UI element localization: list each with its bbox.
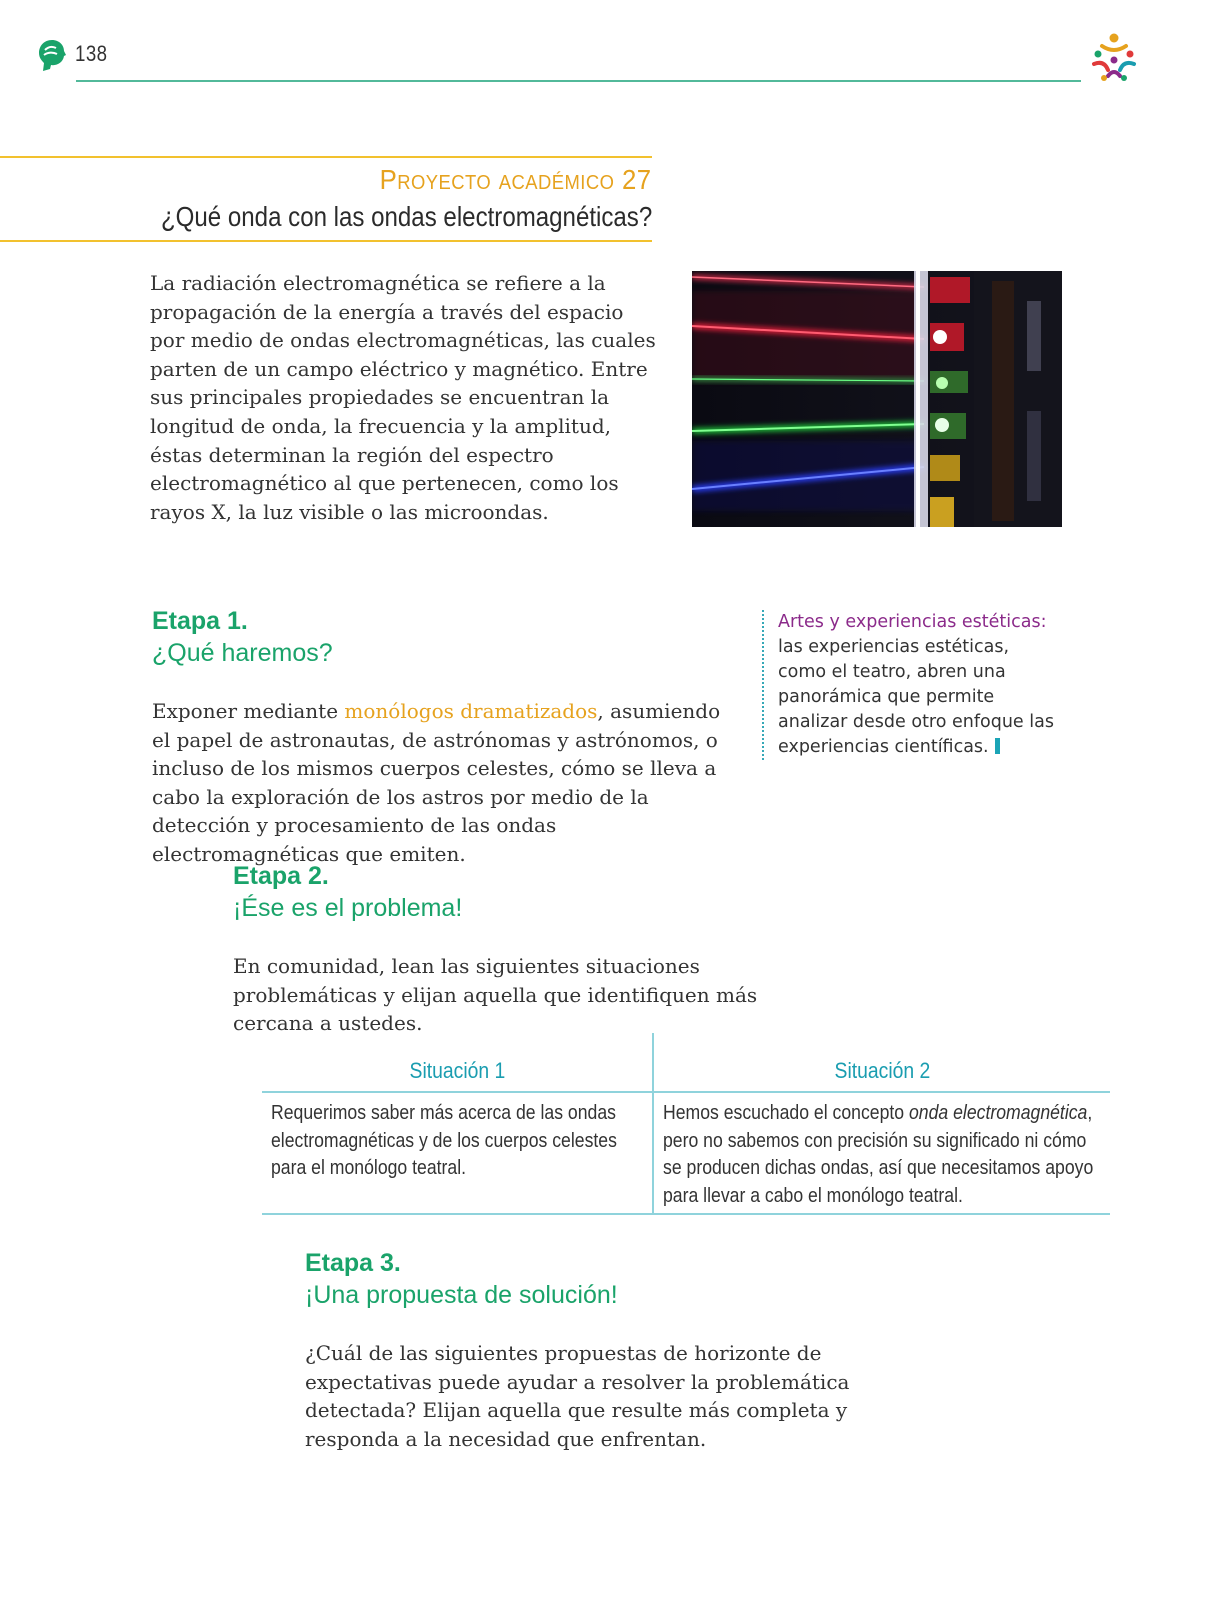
etapa-2-section	[233, 860, 813, 1038]
situation-1-cell	[262, 1093, 652, 1213]
etapa-3-paragraph: ¿Cuál de las siguientes propuestas de horizonte de expectativas puede ayudar a resolver la problemática detectada? Elijan aquella que resulte más completa y responda a la necesidad que enfrentan.	[305, 1341, 850, 1451]
glossary-term-monologos[interactable]: monólogos dramatizados	[344, 699, 598, 723]
situation-2-text	[663, 1099, 1101, 1209]
etapa-1-section	[152, 605, 722, 869]
situation-2-text-after: , pero no sabemos con precisión su significado ni cómo se producen dichas ondas, así que necesitamos apoyo para llevar a cabo el monólogo teatral.	[663, 1101, 1094, 1207]
end-mark-icon	[995, 738, 1000, 754]
colorful-figures-logo-icon	[1086, 30, 1142, 86]
etapa-3-title: Etapa 3.	[305, 1249, 401, 1277]
laser-beams-icon	[692, 271, 1062, 527]
header-situation-1-label: Situación 1	[409, 1058, 505, 1083]
laser-spectrum-photo	[692, 271, 1062, 527]
project-title-block	[0, 156, 652, 242]
etapa-3-section	[305, 1247, 905, 1453]
table-header-situation-1	[262, 1043, 652, 1091]
sidebar-text: las experiencias estéticas, como el teatro, abren una panorámica que permite analizar desde otro enfoque las experiencias científicas.	[778, 637, 1054, 757]
sidebar-label: Artes y experiencias estéticas:	[778, 612, 1047, 632]
table-header-row	[262, 1043, 1110, 1093]
situations-table	[262, 1043, 1110, 1215]
etapa-2-subtitle: ¡Ése es el problema!	[233, 894, 463, 922]
header-rule	[76, 80, 1081, 82]
etapa-1-paragraph	[152, 697, 722, 869]
table-header-situation-2	[652, 1033, 1110, 1091]
etapa-1-subtitle: ¿Qué haremos?	[152, 639, 333, 667]
header-situation-2-label: Situación 2	[834, 1058, 930, 1083]
etapa-1-title: Etapa 1.	[152, 607, 248, 635]
etapa-1-text-before: Exponer mediante	[152, 699, 345, 723]
etapa-3-subtitle: ¡Una propuesta de solución!	[305, 1281, 618, 1309]
page-header	[0, 0, 1214, 100]
sidebar-note	[762, 610, 1062, 760]
etapa-2-paragraph: En comunidad, lean las siguientes situaciones problemáticas y elijan aquella que identifiquen más cercana a ustedes.	[233, 954, 758, 1036]
project-label: Proyecto académico 27	[380, 164, 652, 195]
etapa-2-title: Etapa 2.	[233, 862, 329, 890]
situation-2-text-before: Hemos escuchado el concepto	[663, 1101, 909, 1124]
page-number: 138	[75, 41, 108, 66]
etapa-1-text-after: , asumiendo el papel de astronautas, de astrónomas y astrónomos, o incluso de los mismos cuerpos celestes, cómo se lleva a cabo la exploración de los astros por medio de la detección y procesamiento de las ondas electromagnéticas que emiten.	[152, 699, 721, 866]
table-row	[262, 1093, 1110, 1215]
situation-1-text: Requerimos saber más acerca de las ondas electromagnéticas y de los cuerpos celestes para el monólogo teatral.	[271, 1101, 617, 1179]
situation-2-cell	[652, 1093, 1110, 1213]
situation-2-italic-term: onda electromagnética	[908, 1101, 1088, 1124]
green-leaf-head-icon	[36, 38, 68, 74]
intro-paragraph: La radiación electromagnética se refiere a la propagación de la energía a través del espacio por medio de ondas electromagnéticas, las cuales parten de un campo eléctrico y magnético. Entre sus principales propiedades se encuentran la longitud de onda, la frecuencia y la amplitud, éstas determinan la región del espectro electromagnético al que pertenecen, como los rayos X, la luz visible o las microondas.	[150, 271, 656, 524]
project-title: ¿Qué onda con las ondas electromagnéticas?	[160, 201, 652, 232]
